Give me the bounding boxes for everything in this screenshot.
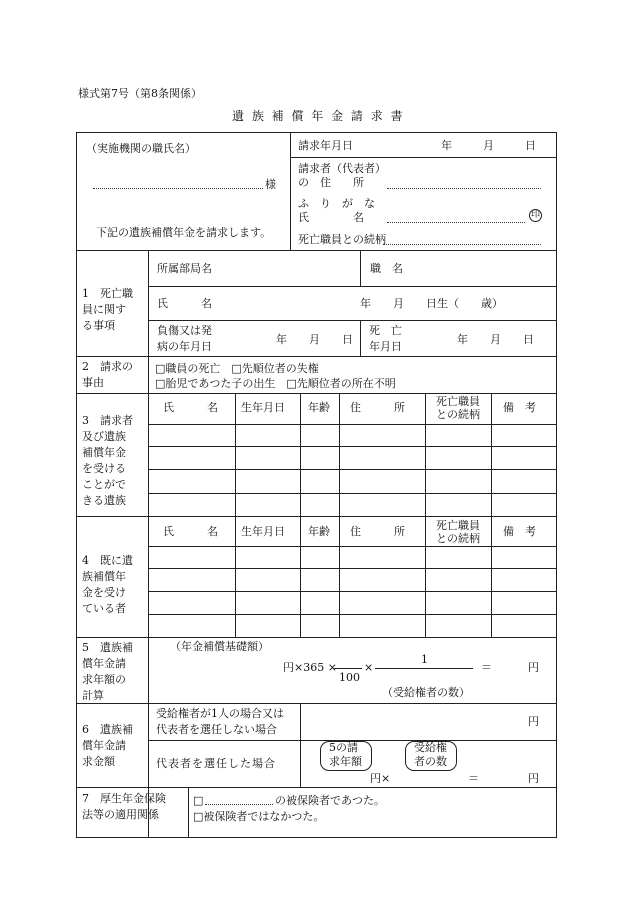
- s4-header-birth: 生年月日: [241, 525, 285, 538]
- birth-date-text: 年 月 日生（ 歳）: [360, 297, 503, 310]
- s4-header-age: 年齢: [308, 525, 330, 538]
- seal-mark: 印: [530, 210, 540, 220]
- pension-law-field[interactable]: [205, 795, 273, 805]
- section3-label: 3 請求者 及び遺族 補償年金 を受ける ことがで きる遺族: [82, 414, 133, 507]
- result-yen: 円: [528, 772, 539, 785]
- insured-checkbox[interactable]: □: [193, 794, 204, 807]
- injury-date-label: 負傷又は発 病の年月日: [157, 324, 212, 353]
- injury-date-ymd: 年 月 日: [276, 333, 353, 346]
- deceased-name-label: 氏 名: [157, 297, 212, 310]
- fraction-line-1: [334, 668, 362, 669]
- yen-times: 円×: [370, 772, 391, 785]
- s3-header-relation: 死亡職員 との続柄: [436, 395, 480, 421]
- section5-label: 5 遺族補 償年金請 求年額の 計算: [82, 641, 133, 702]
- s4-header-relation: 死亡職員 との続柄: [436, 519, 480, 545]
- recipient-count-paren: 受給権 者の数: [414, 741, 447, 768]
- relation-label: 死亡職員との続柄: [298, 233, 386, 246]
- yen-unit: 円: [528, 661, 539, 674]
- recipients-count-label: （受給権者の数）: [382, 686, 470, 699]
- relation-field[interactable]: [383, 236, 541, 245]
- section6-label: 6 遺族補 償年金請 求金額: [82, 723, 133, 768]
- honorific: 様: [265, 178, 276, 191]
- base-amount-label: （年金補償基礎額）: [170, 640, 269, 653]
- address-field[interactable]: [387, 180, 541, 189]
- day-label: 日: [525, 139, 536, 152]
- fraction-numerator-1: 1: [421, 653, 428, 666]
- section2-label: 2 請求の 事由: [82, 360, 133, 389]
- s3-header-name: 氏 名: [163, 401, 218, 414]
- form-title: 遺 族 補 償 年 金 請 求 書: [232, 109, 405, 123]
- s3-header-birth: 生年月日: [241, 401, 285, 414]
- claimant-label: 請求者（代表者）: [298, 162, 386, 175]
- dept-label: 所属部局名: [157, 262, 212, 275]
- address-label: の 住 所: [298, 176, 364, 189]
- form-number: 様式第7号（第8条関係）: [78, 87, 202, 100]
- s3-header-age: 年齢: [308, 401, 330, 414]
- section4-label: 4 既に遺 族補償年 金を受け ている者: [82, 554, 133, 615]
- single-recipient-text: 受給権者が1人の場合又は 代表者を選任しない場合: [156, 707, 284, 736]
- name-label: 氏 名: [298, 211, 364, 224]
- claimant-name-field[interactable]: [387, 214, 525, 223]
- insured-text: の被保険者であつた。: [275, 794, 385, 807]
- section7-label: 7 厚生年金保険 法等の適用関係: [82, 792, 166, 821]
- equals-sign: ＝: [481, 661, 492, 674]
- s4-header-address: 住 所: [350, 525, 405, 538]
- s4-header-remarks: 備 考: [503, 525, 536, 538]
- furigana-label: ふ り が な: [298, 197, 375, 210]
- formula-left: 円×365 ×: [283, 661, 337, 674]
- s3-header-remarks: 備 考: [503, 401, 536, 414]
- single-recipient-yen: 円: [528, 715, 539, 728]
- year-label: 年: [441, 139, 452, 152]
- s4-header-name: 氏 名: [163, 525, 218, 538]
- death-date-ymd: 年 月 日: [457, 333, 534, 346]
- representative-text: 代表者を選任した場合: [156, 757, 276, 770]
- death-date-label: 死 亡 年月日: [369, 324, 402, 353]
- claim-amount-paren: 5の請 求年額: [329, 741, 362, 768]
- reason-line-1[interactable]: □職員の死亡 □先順位者の失権: [155, 362, 319, 375]
- section1-label: 1 死亡職 員に関す る事項: [82, 287, 133, 332]
- equals-sign-2: ＝: [468, 772, 479, 785]
- month-label: 月: [483, 139, 494, 152]
- date-label: 請求年月日: [298, 139, 353, 152]
- s3-header-address: 住 所: [350, 401, 405, 414]
- agency-label: （実施機関の職氏名）: [86, 142, 196, 155]
- request-text: 下記の遺族補償年金を請求します。: [96, 226, 272, 239]
- reason-line-2[interactable]: □胎児であつた子の出生 □先順位者の所在不明: [155, 377, 396, 390]
- times-sign: ×: [364, 661, 374, 674]
- fraction-line-2: [375, 668, 473, 669]
- job-label: 職 名: [370, 262, 403, 275]
- not-insured-option[interactable]: □被保険者ではなかつた。: [193, 810, 325, 823]
- agency-name-field[interactable]: [93, 180, 263, 189]
- fraction-denominator-100: 100: [339, 671, 360, 684]
